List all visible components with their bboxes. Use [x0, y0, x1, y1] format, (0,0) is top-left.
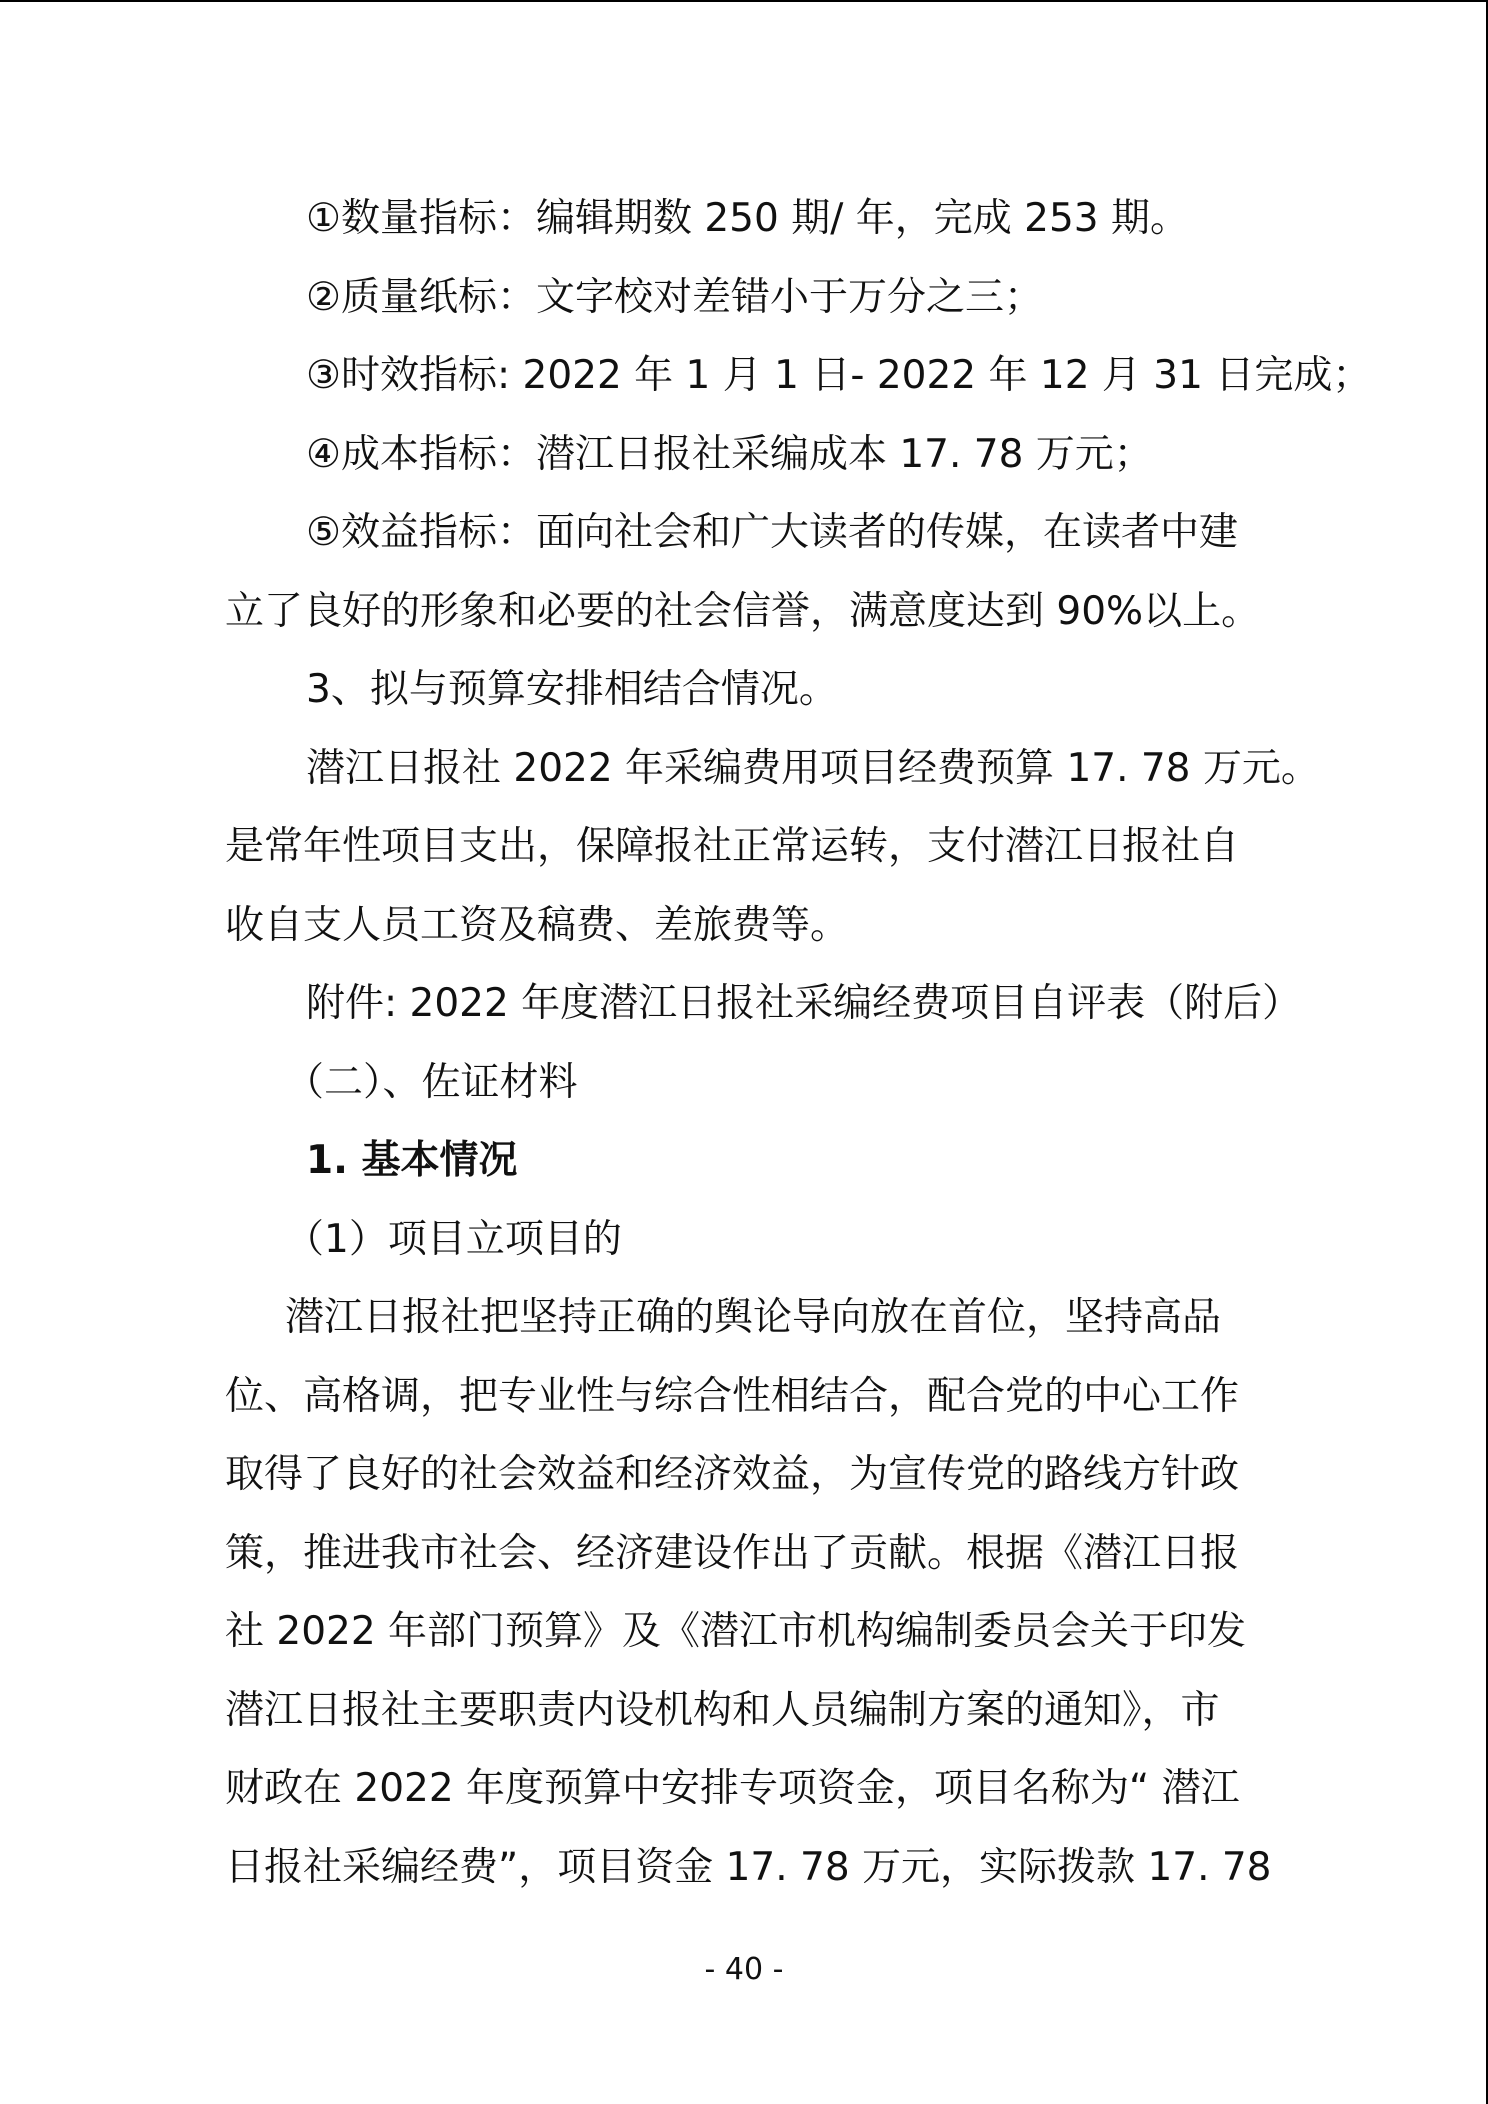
purpose-paragraph-line: 社 2022 年部门预算》及《潜江市机构编制委员会关于印发: [225, 1609, 1247, 1654]
indicator-benefit: ⑤效益指标：面向社会和广大读者的传媒，在读者中建: [306, 510, 1238, 555]
section-budget-heading: 3、拟与预算安排相结合情况。: [306, 667, 838, 712]
section-evidence-heading: （二）、佐证材料: [285, 1059, 578, 1105]
page-number: - 40 -: [704, 1952, 784, 1987]
purpose-paragraph-line: 日报社采编经费”，项目资金 17. 78 万元，实际拨款 17. 78: [225, 1844, 1272, 1890]
attachment-note: 附件: 2022 年度潜江日报社采编经费项目自评表（附后）: [306, 981, 1302, 1026]
subsection-purpose-heading: （1）项目立项目的: [285, 1216, 622, 1262]
purpose-paragraph-line: 取得了良好的社会效益和经济效益，为宣传党的路线方针政: [225, 1452, 1240, 1497]
indicator-timeliness: ③时效指标: 2022 年 1 月 1 日- 2022 年 12 月 31 日完成；: [306, 353, 1372, 398]
purpose-paragraph-line: 策，推进我市社会、经济建设作出了贡献。根据《潜江日报: [225, 1530, 1240, 1576]
purpose-paragraph-line: 潜江日报社把坚持正确的舆论导向放在首位，坚持高品: [285, 1295, 1222, 1340]
budget-paragraph-line: 潜江日报社 2022 年采编费用项目经费预算 17. 78 万元。: [306, 745, 1320, 791]
section-basic-info-heading: 1. 基本情况: [306, 1138, 518, 1183]
document-body: [225, 180, 1372, 1907]
budget-paragraph-line: 是常年性项目支出，保障报社正常运转，支付潜江日报社自: [225, 824, 1240, 869]
budget-paragraph-line: 收自支人员工资及稿费、差旅费等。: [225, 902, 850, 948]
indicator-benefit-cont: 立了良好的形象和必要的社会信誉，满意度达到 90%以上。: [225, 588, 1261, 634]
purpose-paragraph-line: 潜江日报社主要职责内设机构和人员编制方案的通知》，市: [225, 1687, 1220, 1733]
purpose-paragraph-line: 财政在 2022 年度预算中安排专项资金，项目名称为“ 潜江: [225, 1766, 1240, 1811]
indicator-cost: ④成本指标：潜江日报社采编成本 17. 78 万元；: [306, 431, 1153, 477]
page-border-top: [0, 0, 1488, 2]
indicator-quality: ②质量纸标：文字校对差错小于万分之三；: [306, 274, 1043, 320]
purpose-paragraph-line: 位、高格调，把专业性与综合性相结合，配合党的中心工作: [225, 1373, 1240, 1419]
indicator-quantity: ①数量指标：编辑期数 250 期/ 年，完成 253 期。: [306, 196, 1189, 241]
